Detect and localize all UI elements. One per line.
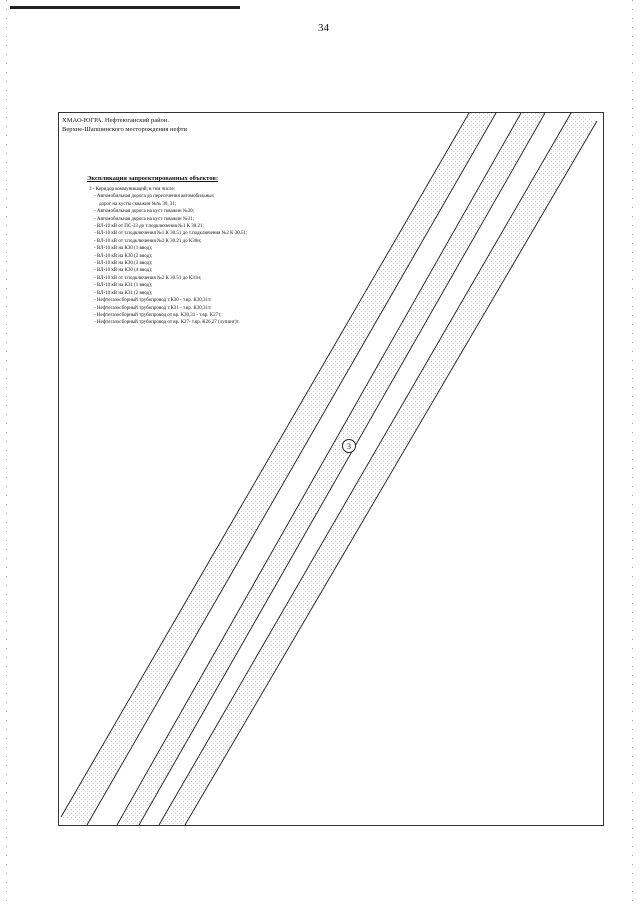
legend-item: - ВЛ-10 кВ на К30 (1 ввод); (94, 246, 153, 252)
legend-item: - ВЛ-10 кВ на К30 (2 ввод); (94, 253, 153, 259)
legend-item: - ВЛ-10 кВ на К30 (3 ввод); (94, 261, 153, 267)
legend-item: - ВЛ-10 кВ на К30 (4 ввод); (94, 268, 153, 274)
legend-title: Экспликация запроектированных объектов: (87, 175, 219, 182)
legend-item: - Автомобильная дорога до пересечения автомобильных (94, 194, 215, 200)
legend-item: - Автомобильная дорога на куст скважин №31; (94, 216, 194, 222)
legend-item: - ВЛ-10 кВ на К31 (1 ввод); (94, 283, 153, 289)
legend-item: 3 - Коридор коммуникаций, в том числе: (89, 187, 176, 192)
legend-item: - Нефтегазосборный трубопровод т.К30 - т.вр. К30,31т; (94, 298, 212, 304)
legend-item: - Автомобильная дорога на куст скважин №30; (94, 209, 194, 215)
corridor-marker: 3 (342, 439, 356, 453)
legend-item: - ВЛ-10 кВ от т.подключения №2 К 30.21 до К30н; (94, 238, 202, 244)
legend-list (87, 186, 347, 327)
legend-item: - ВЛ-10 кВ на К31 (2 ввод); (94, 290, 153, 296)
legend-item: - ВЛ-10 кВ от т.подключения №2 К 30.51 до К31н; (94, 275, 202, 281)
top-rule (10, 6, 240, 9)
legend-item: - ВЛ-10 кВ от т.подключения №1 К 30.51 до т.подключения №2 К 30.51; (94, 231, 248, 237)
scan-edge-right (632, 0, 633, 905)
map-frame (58, 112, 604, 826)
legend-item: дорог на кусты скважин №№ 30, 31; (99, 201, 177, 207)
legend (87, 175, 347, 327)
legend-item: - Нефтегазосборный трубопровод т.К31 - т.вр. К30,31т; (94, 305, 212, 311)
legend-item: - Нефтегазосборный трубопровод от вр. К27- т.вр. К26,27 (лупинг)т. (94, 320, 240, 326)
page-number: 34 (318, 22, 329, 34)
header-field: Верхне-Шапшинского месторождения нефти (62, 126, 188, 133)
legend-item: - Нефтегазосборный трубопровод от вр. К30,31 - т.вр. К27т; (94, 312, 222, 318)
legend-item: - ВЛ-10 кВ от ПС-33 до т.подключения №1 К 30.21; (94, 224, 204, 230)
header-region: ХМАО-ЮГРА. Нефтеюганский район. (62, 117, 169, 124)
header-block (62, 116, 187, 134)
scan-edge-left (6, 0, 7, 905)
